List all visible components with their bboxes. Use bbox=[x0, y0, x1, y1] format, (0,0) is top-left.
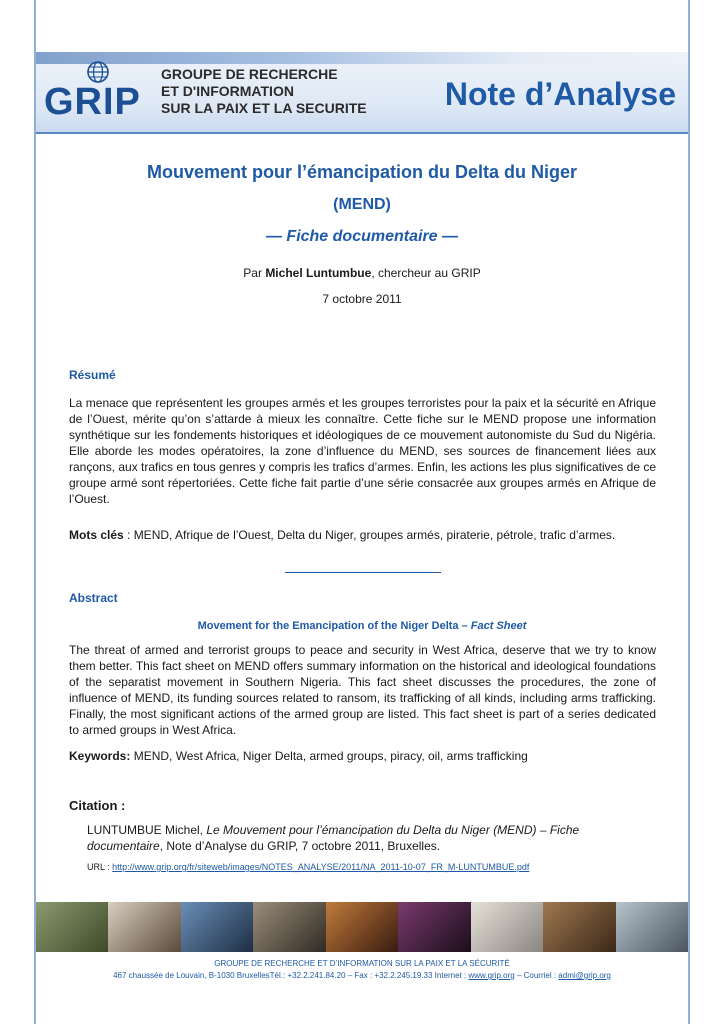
org-line-2: ET D'INFORMATION bbox=[161, 83, 294, 99]
abstract-keywords-value: MEND, West Africa, Niger Delta, armed groups, piracy, oil, arms trafficking bbox=[130, 749, 528, 763]
abstract-keywords-label: Keywords: bbox=[69, 749, 131, 763]
abstract-title-main: Movement for the Emancipation of the Niger Delta – bbox=[197, 620, 471, 632]
section-divider bbox=[285, 572, 441, 573]
photo-2 bbox=[108, 902, 180, 952]
photo-6 bbox=[398, 902, 470, 952]
page-header bbox=[36, 52, 688, 134]
citation-author: LUNTUMBUE Michel, bbox=[87, 823, 207, 837]
grip-logo: GRIP bbox=[44, 81, 141, 123]
photo-9 bbox=[616, 902, 688, 952]
author-name: Michel Luntumbue bbox=[265, 266, 372, 280]
resume-text: La menace que représentent les groupes armés et les groupes terroristes pour la paix et la sécurité en Afrique de l’Ouest, mérite qu’on s’attarde à mieux les connaître. Cette fiche sur le MEND propose une information synthétique sur les fondements historiques et idéologiques de ce mouvement autonomiste du Sud du Nigéria. Elle aborde les modes opératoires, la zone d’influence du MEND, ses sources de financement liées aux rançons, aux trafics en tous genres y compris les trafics d’armes. Enfin, les actions les plus significatives de ce groupe armé sont répertoriées. Cette fiche fait partie d’une série consacrée aux groupes armés en Afrique de l’Ouest. bbox=[69, 396, 656, 506]
photo-3 bbox=[181, 902, 253, 952]
org-line-1: GROUPE DE RECHERCHE bbox=[161, 66, 338, 82]
abstract-keywords bbox=[69, 749, 669, 763]
citation-url-link[interactable]: http://www.grip.org/fr/siteweb/images/NOTES_ANALYSE/2011/NA_2011-10-07_FR_M-LUNTUMBUE.pdf bbox=[112, 862, 530, 872]
photo-7 bbox=[471, 902, 543, 952]
citation-title: Le Mouvement pour l’émancipation du Delta du Niger (MEND) – Fiche documentaire bbox=[87, 823, 580, 853]
photo-1 bbox=[36, 902, 108, 952]
abstract-heading: Abstract bbox=[69, 591, 118, 605]
photo-5 bbox=[326, 902, 398, 952]
note-title: Note d’Analyse bbox=[444, 76, 676, 112]
author-suffix: , chercheur au GRIP bbox=[371, 266, 481, 280]
resume-keywords-value: : MEND, Afrique de l’Ouest, Delta du Niger, groupes armés, piraterie, pétrole, trafic d’armes. bbox=[123, 528, 616, 542]
document-title: Mouvement pour l’émancipation du Delta du Niger bbox=[146, 162, 578, 182]
resume-heading: Résumé bbox=[69, 368, 116, 382]
abstract-text: The threat of armed and terrorist groups to peace and security in West Africa, deserve that we try to know them better. This fact sheet on MEND offers summary information on the historical and ideological foundations of the separatist movement in Southern Nigeria. This fact sheet discusses the procedures, the zone of influence of MEND, its funding sources related to ransom, its trafficking of all kinds, including arms trafficking. Finally, the most significant actions of the armed group are listed. This fact sheet is part of a series dedicated to armed groups in West Africa. bbox=[69, 643, 656, 737]
resume-keywords-label: Mots clés bbox=[69, 528, 124, 542]
abstract-title bbox=[36, 620, 688, 632]
header-band bbox=[36, 52, 688, 64]
photo-4 bbox=[253, 902, 325, 952]
author-prefix: Par bbox=[243, 266, 266, 280]
abstract-title-italic: Fact Sheet bbox=[470, 620, 527, 632]
footer-address: 467 chaussée de Louvain, B-1030 BruxellesTél.: +32.2.241.84.20 – Fax : +32.2.245.19.33 Internet : bbox=[113, 971, 469, 980]
left-margin-rule bbox=[34, 0, 36, 1024]
citation-text bbox=[87, 822, 647, 854]
footer-mail-link[interactable]: admi@grip.org bbox=[558, 971, 611, 980]
org-line-3: SUR LA PAIX ET LA SECURITE bbox=[161, 100, 367, 116]
citation-heading: Citation : bbox=[69, 798, 126, 813]
publication-date: 7 octobre 2011 bbox=[322, 292, 402, 306]
citation-rest: , Note d’Analyse du GRIP, 7 octobre 2011, Bruxelles. bbox=[159, 839, 441, 853]
footer-organization: GROUPE DE RECHERCHE ET D’INFORMATION SUR LA PAIX ET LA SÉCURITÉ bbox=[214, 959, 510, 968]
author-line bbox=[36, 266, 688, 280]
resume-keywords bbox=[69, 528, 669, 542]
photo-8 bbox=[543, 902, 615, 952]
footer-mail-label: – Courriel : bbox=[514, 971, 559, 980]
url-label: URL : bbox=[87, 862, 113, 872]
organization-name bbox=[161, 66, 367, 117]
footer-web-link[interactable]: www.grip.org bbox=[468, 971, 515, 980]
document-acronym: (MEND) bbox=[333, 196, 391, 213]
citation-url-line bbox=[87, 862, 529, 872]
right-margin-rule bbox=[688, 0, 690, 1024]
photo-strip bbox=[36, 902, 688, 952]
document-type: — Fiche documentaire — bbox=[265, 228, 459, 245]
footer-contact bbox=[36, 971, 688, 980]
